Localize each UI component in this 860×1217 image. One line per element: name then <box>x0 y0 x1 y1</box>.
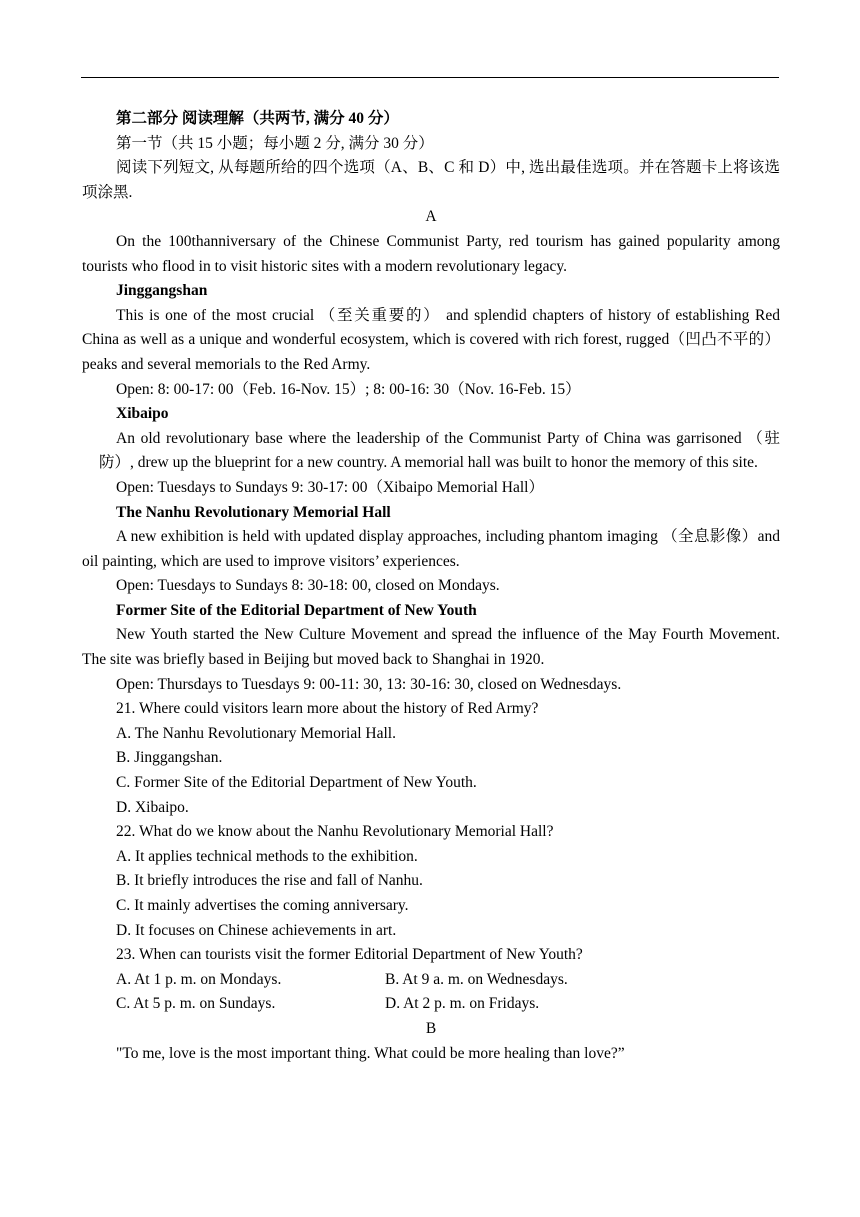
section-subtitle: 第一节（共 15 小题；每小题 2 分, 满分 30 分） <box>116 134 434 152</box>
question-22-option-a: A. It applies technical methods to the exhibition. <box>116 847 418 865</box>
question-23-options-row-2 <box>82 992 780 1017</box>
site-name-nanhu: The Nanhu Revolutionary Memorial Hall <box>116 503 391 521</box>
page-content <box>82 107 780 1066</box>
question-21-option-d: D. Xibaipo. <box>116 798 189 816</box>
site-desc-nanhu: A new exhibition is held with updated display approaches, including phantom imaging （全息影像）and oil painting, which are used to improve visitors’ experiences. <box>82 528 780 570</box>
question-21-option-a: A. The Nanhu Revolutionary Memorial Hall. <box>116 724 396 742</box>
passage-b-first-line: "To me, love is the most important thing. What could be more healing than love?” <box>116 1044 625 1062</box>
question-21-option-c: C. Former Site of the Editorial Department of New Youth. <box>116 774 477 792</box>
site-open-nanhu: Open: Tuesdays to Sundays 8: 30-18: 00, closed on Mondays. <box>116 577 500 595</box>
question-22-option-b: B. It briefly introduces the rise and fall of Nanhu. <box>116 872 423 890</box>
question-23-options-row-1 <box>82 968 780 993</box>
site-desc-xibaipo: An old revolutionary base where the leadership of the Communist Party of China was garrisoned （驻防）, drew up the blueprint for a new country. A memorial hall was built to honor the memory of this site. <box>99 429 780 472</box>
instructions: 阅读下列短文, 从每题所给的四个选项（A、B、C 和 D）中, 选出最佳选项。并在答题卡上将该选项涂黑. <box>82 159 780 201</box>
site-desc-new-youth: New Youth started the New Culture Movement and spread the influence of the May Fourth Movement. The site was briefly based in Beijing but moved back to Shanghai in 1920. <box>82 626 780 669</box>
site-name-jinggangshan: Jinggangshan <box>116 282 208 300</box>
question-23-option-b: B. At 9 a. m. on Wednesdays. <box>385 970 568 988</box>
site-name-new-youth: Former Site of the Editorial Department of New Youth <box>116 601 477 619</box>
question-21-option-b: B. Jinggangshan. <box>116 749 223 767</box>
question-23-option-c: C. At 5 p. m. on Sundays. <box>116 995 276 1013</box>
passage-a-letter: A <box>425 208 437 226</box>
passage-b-letter: B <box>425 1019 437 1037</box>
question-22-option-c: C. It mainly advertises the coming anniversary. <box>116 897 409 914</box>
site-desc-jinggangshan: This is one of the most crucial （至关重要的） and splendid chapters of history of establishing Red China as well as a unique and wonderful ecosystem, which is covered with rich forest, rugged（凹凸不平的） peaks and several memorials to the Red Army. <box>82 306 780 373</box>
header-rule <box>81 77 779 78</box>
question-22: 22. What do we know about the Nanhu Revolutionary Memorial Hall? <box>116 823 554 841</box>
site-name-xibaipo: Xibaipo <box>116 405 169 423</box>
site-open-jinggangshan: Open: 8: 00-17: 00（Feb. 16-Nov. 15）; 8: 00-16: 30（Nov. 16-Feb. 15） <box>116 380 581 398</box>
question-22-option-d: D. It focuses on Chinese achievements in art. <box>116 921 397 939</box>
site-open-xibaipo: Open: Tuesdays to Sundays 9: 30-17: 00（Xibaipo Memorial Hall） <box>116 478 544 496</box>
site-open-new-youth: Open: Thursdays to Tuesdays 9: 00-11: 30, 13: 30-16: 30, closed on Wednesdays. <box>116 675 622 693</box>
section-title: 第二部分 阅读理解（共两节, 满分 40 分） <box>116 110 399 127</box>
question-23-option-d: D. At 2 p. m. on Fridays. <box>385 995 540 1013</box>
passage-a-intro: On the 100thanniversary of the Chinese Communist Party, red tourism has gained popularity among tourists who flood in to visit historic sites with a modern revolutionary legacy. <box>82 232 780 275</box>
question-23: 23. When can tourists visit the former Editorial Department of New Youth? <box>116 946 583 964</box>
question-23-option-a: A. At 1 p. m. on Mondays. <box>116 970 282 988</box>
question-21: 21. Where could visitors learn more about the history of Red Army? <box>116 700 539 718</box>
